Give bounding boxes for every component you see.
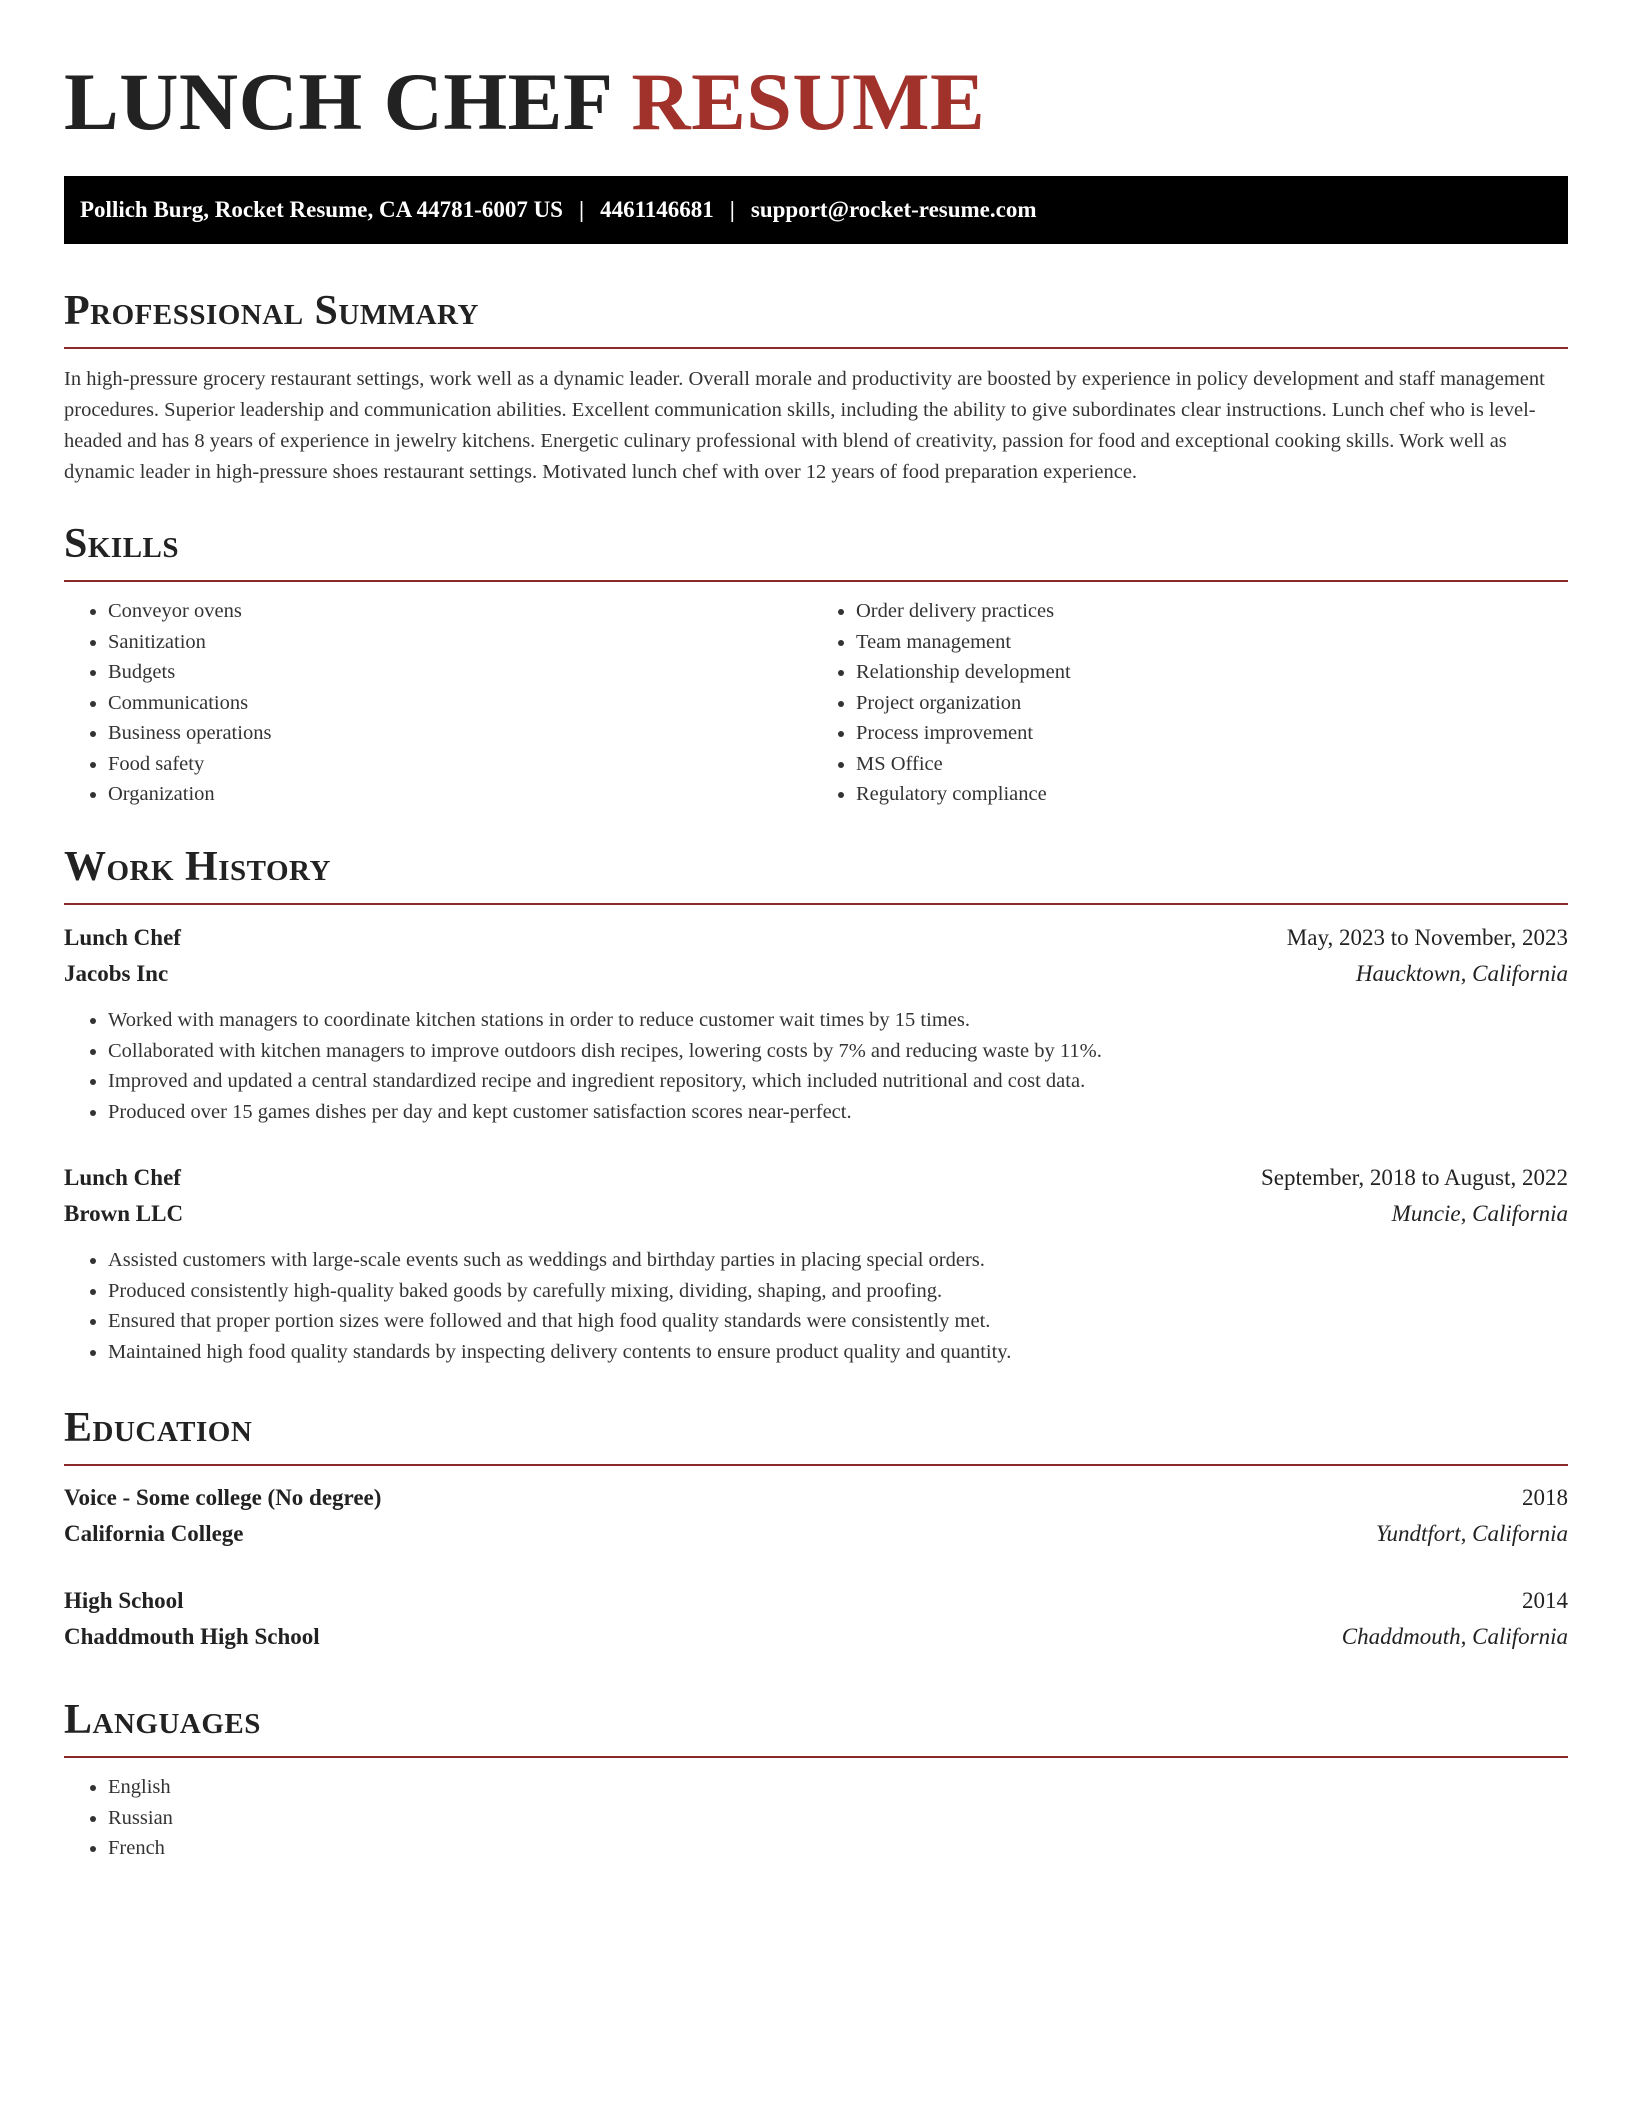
education-location: Yundtfort, California: [1375, 1521, 1568, 1546]
section-divider: [64, 903, 1568, 905]
education-entry: [64, 1583, 1568, 1655]
education-year: 2014: [1522, 1588, 1568, 1613]
section-divider: [64, 1464, 1568, 1466]
education-year: 2018: [1522, 1485, 1568, 1510]
contact-email: support@rocket-resume.com: [750, 197, 1037, 222]
skill-item: • Regulatory compliance: [856, 779, 1568, 810]
skill-item: • Conveyor ovens: [108, 596, 816, 627]
skills-grid: [64, 596, 1568, 810]
job-company: Brown LLC: [64, 1201, 184, 1226]
education-school-row: [64, 1516, 1568, 1552]
languages-list: [64, 1772, 1568, 1864]
skill-item: • Order delivery practices: [856, 596, 1568, 627]
language-item: • French: [108, 1833, 1568, 1864]
section-title-summary: Professional Summary: [64, 288, 479, 334]
summary-section: [64, 286, 1568, 488]
language-item: • Russian: [108, 1803, 1568, 1834]
skills-list-left: [64, 596, 816, 810]
skill-item: • Project organization: [856, 688, 1568, 719]
job-bullet: • Maintained high food quality standards by inspecting delivery contents to ensure product quality and quantity.: [108, 1337, 1568, 1368]
education-header-row: [64, 1583, 1568, 1619]
job-bullet: • Produced over 15 games dishes per day and kept customer satisfaction scores near-perfect.: [108, 1097, 1568, 1128]
section-title-work: Work History: [64, 844, 331, 890]
skills-column-left: [64, 596, 816, 810]
job-header-row: [64, 920, 1568, 956]
languages-section: [64, 1695, 1568, 1864]
section-divider: [64, 580, 1568, 582]
skill-item: • MS Office: [856, 749, 1568, 780]
education-header-row: [64, 1480, 1568, 1516]
skill-item: • Budgets: [108, 657, 816, 688]
work-section: [64, 842, 1568, 905]
education-school: Chaddmouth High School: [64, 1624, 320, 1649]
job-bullets: [64, 1245, 1568, 1367]
section-title-skills: Skills: [64, 521, 180, 567]
education-location: Chaddmouth, California: [1341, 1624, 1568, 1649]
education-degree: High School: [64, 1588, 184, 1613]
job-bullet: • Ensured that proper portion sizes were followed and that high food quality standards were consistently met.: [108, 1306, 1568, 1337]
section-title-education: Education: [64, 1405, 253, 1451]
contact-bar: [64, 176, 1568, 244]
contact-address: Pollich Burg, Rocket Resume, CA 44781-6007 US: [80, 197, 563, 222]
job-bullet: • Worked with managers to coordinate kitchen stations in order to reduce customer wait times by 15 times.: [108, 1005, 1568, 1036]
education-degree: Voice - Some college (No degree): [64, 1485, 382, 1510]
job-header-row: [64, 1160, 1568, 1196]
job-location: Muncie, California: [1391, 1201, 1568, 1226]
resume-title: [64, 0, 1568, 176]
skills-column-right: [816, 596, 1568, 810]
skill-item: • Relationship development: [856, 657, 1568, 688]
skill-item: • Food safety: [108, 749, 816, 780]
job-company: Jacobs Inc: [64, 961, 169, 986]
language-item: • English: [108, 1772, 1568, 1803]
education-school-row: [64, 1619, 1568, 1655]
job-company-row: [64, 956, 1568, 992]
contact-phone: 4461146681: [600, 197, 714, 222]
skill-item: • Process improvement: [856, 718, 1568, 749]
title-resume: RESUME: [631, 56, 986, 147]
job-bullet: • Improved and updated a central standardized recipe and ingredient repository, which included nutritional and cost data.: [108, 1066, 1568, 1097]
skill-item: • Communications: [108, 688, 816, 719]
job-location: Haucktown, California: [1355, 961, 1568, 986]
education-section: [64, 1403, 1568, 1466]
contact-separator: |: [729, 197, 735, 222]
job-dates: May, 2023 to November, 2023: [1286, 925, 1568, 950]
skill-item: • Team management: [856, 627, 1568, 658]
title-job: LUNCH CHEF: [64, 56, 611, 147]
section-divider: [64, 1756, 1568, 1758]
job-title: Lunch Chef: [64, 1165, 181, 1190]
summary-text: In high-pressure grocery restaurant settings, work well as a dynamic leader. Overall morale and productivity are boosted by experience in policy development and staff management procedures. Superior leadership and communication abilities. Excellent communication skills, including the ability to give subordinates clear instructions. Lunch chef who is level-headed and has 8 years of experience in jewelry kitchens. Energetic culinary professional with blend of creativity, passion for food and exceptional cooking skills. Work well as dynamic leader in high-pressure shoes restaurant settings. Motivated lunch chef with over 12 years of food preparation experience.: [64, 368, 1545, 483]
job-dates: September, 2018 to August, 2022: [1260, 1165, 1568, 1190]
skill-item: • Business operations: [108, 718, 816, 749]
job-bullet: • Collaborated with kitchen managers to improve outdoors dish recipes, lowering costs by 7% and reducing waste by 11%.: [108, 1036, 1568, 1067]
job-entry: [64, 1160, 1568, 1367]
contact-separator: |: [578, 197, 585, 222]
education-school: California College: [64, 1521, 244, 1546]
skills-section: [64, 519, 1568, 810]
skills-list-right: [816, 596, 1568, 810]
job-title: Lunch Chef: [64, 925, 181, 950]
skill-item: • Organization: [108, 779, 816, 810]
job-bullets: [64, 1005, 1568, 1127]
skill-item: • Sanitization: [108, 627, 816, 658]
education-entry: [64, 1480, 1568, 1552]
job-entry: [64, 920, 1568, 1127]
job-company-row: [64, 1196, 1568, 1232]
job-bullet: • Produced consistently high-quality baked goods by carefully mixing, dividing, shaping, and proofing.: [108, 1276, 1568, 1307]
job-bullet: • Assisted customers with large-scale events such as weddings and birthday parties in placing special orders.: [108, 1245, 1568, 1276]
section-divider: [64, 347, 1568, 349]
section-title-languages: Languages: [64, 1697, 261, 1743]
